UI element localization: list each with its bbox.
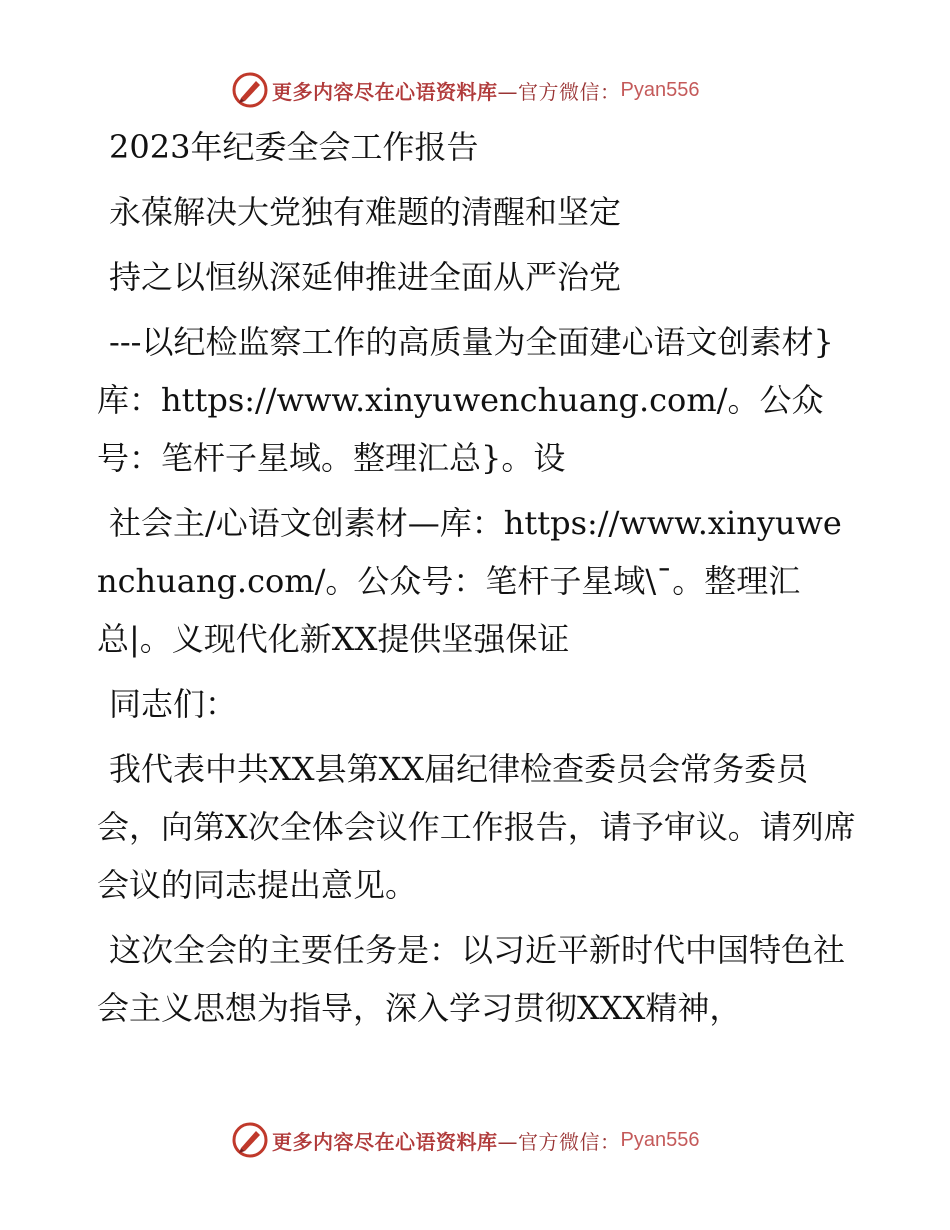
salutation: 同志们：	[109, 685, 238, 723]
footer-official-label: —官方微信：	[497, 1129, 621, 1154]
footer-banner	[232, 1120, 699, 1160]
document-subtitle-3: ---以纪检监察工作的高质量为全面建心语文创素材}库：https://www.xinyuwenchuang.com/。公众号：笔杆子星域。整理汇总}。设	[97, 323, 834, 477]
document-title: 2023年纪委全会工作报告	[109, 128, 479, 166]
banner-site-text: 更多内容尽在心语资料库	[272, 79, 498, 104]
document-subtitle-1: 永葆解决大党独有难题的清醒和坚定	[109, 193, 622, 231]
paragraph-2: 这次全会的主要任务是：以习近平新时代中国特色社会主义思想为指导，深入学习贯彻XXX精神，	[97, 931, 846, 1027]
footer-site-text: 更多内容尽在心语资料库	[272, 1129, 498, 1154]
footer-wechat-id: Pyan556	[620, 1128, 700, 1151]
document-subtitle-2: 持之以恒纵深延伸推进全面从严治党	[109, 258, 622, 296]
document-subtitle-4: 社会主/心语文创素材—库：https://www.xinyuwenchuang.com/。公众号：笔杆子星域\¯。整理汇总|。义现代化新XX提供坚强保证	[97, 504, 842, 658]
document-body	[97, 118, 857, 1044]
pen-logo-icon	[232, 72, 268, 108]
paragraph-1: 我代表中共XX县第XX届纪律检查委员会常务委员会，向第X次全体会议作工作报告，请予审议。请列席会议的同志提出意见。	[97, 750, 856, 904]
banner-official-label: —官方微信：	[497, 79, 621, 104]
pen-logo-icon	[232, 1122, 268, 1158]
header-banner	[232, 70, 699, 110]
banner-wechat-id: Pyan556	[620, 78, 700, 101]
